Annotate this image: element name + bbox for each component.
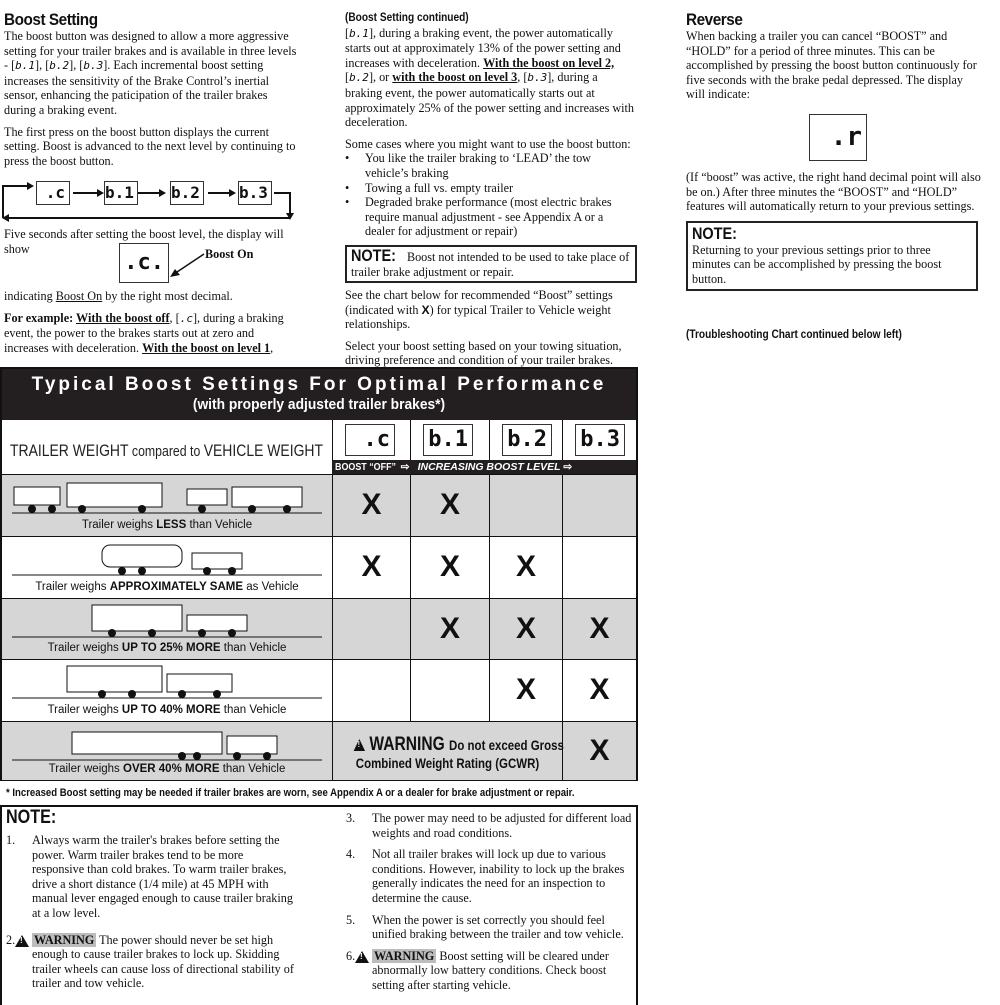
five-seconds-paragraph: Five seconds after setting the boost level, the display will show — [4, 227, 284, 256]
callout-arrow — [168, 250, 208, 280]
display-boost-on: .c. — [119, 243, 169, 283]
display-reverse: .r — [809, 114, 867, 161]
display-boost-1: b.1 — [104, 181, 138, 205]
display-boost-3: b.3 — [238, 181, 272, 205]
table-row — [2, 659, 636, 721]
section-title: Boost Setting — [4, 10, 98, 29]
boost-setting-section — [4, 10, 300, 175]
cases-intro: Some cases where you might want to use the boost button: — [345, 136, 631, 151]
table-row — [2, 721, 636, 780]
row-label: Trailer weighs UP TO 40% MORE than Vehicle — [47, 704, 287, 717]
column-boost-off: .c — [332, 420, 410, 460]
list-item: • Degraded brake performance (most electric brakes require manual adjustment - see Appendix A or a dealer for adjustment or repair) — [345, 195, 635, 239]
select-paragraph: Select your boost setting based on your towing situation, driving preference and condition of your trailer brakes. — [345, 338, 622, 368]
notes-list-left — [6, 833, 296, 998]
boost-mark-cell — [489, 475, 562, 536]
vehicle-illustration — [12, 726, 322, 766]
reverse-section: Reverse When backing a trailer you can cancel “BOOST” and “HOLD” for a period of three minutes. This can be accomplished by pressing the boost button continuously for five seconds with the brake pedal depressed. The display will indicate: — [686, 10, 977, 102]
boost-mark-cell — [332, 475, 410, 536]
boost-mark-cell — [562, 660, 636, 721]
boost-mark-cell: X — [562, 722, 636, 780]
cycle-arrow — [3, 186, 30, 218]
recommended-mark: X — [589, 611, 610, 645]
arrow-right-icon: ⇨ — [563, 461, 573, 473]
column-boost-1: b.1 — [410, 420, 489, 460]
boost-mark-cell — [410, 537, 489, 598]
column-boost-2: b.2 — [489, 420, 562, 460]
press-paragraph: The first press on the boost button displays the current setting. Boost is advanced to the next level by continuing to press the boost button. — [4, 124, 296, 168]
boost-mark-cell — [410, 475, 489, 536]
boost-note-box: NOTE: Boost not intended to be used to take place of trailer brake adjustment or repair. — [345, 245, 637, 283]
note-item: 1. Always warm the trailer's brakes before setting the power. Warm trailer brakes tend to be more responsive than cold brakes. To warm trailer brakes, drive a short distance (1/4 mile) at 45 MPH with manual lever engaged enough to cause trailer braking at a low level. — [6, 833, 293, 920]
notes-box: NOTE: 1. Always warm the trailer's brakes before setting the power. Warm trailer brakes tend to be more responsive than cold brakes. To warm trailer brakes, drive a short distance (1/4 mile) at 45 MPH with manual lever engaged enough to cause trailer braking at a low level. 2. ! WARNING The power should never be set high enough to cause trailer brakes to lock up. Skidding trailer wheels can cause loss of directional stability of trailer and tow vehicle. 3. The power may need to be adjusted for different load weights and road conditions. 4. Not all trailer brakes will lock up due to various conditions. However, inability to lock up the brakes generally indicates the need for an inspection to determine the cause. 5. When the power is set correctly you should feel unified braking between the trailer and tow vehicle. 6. ! WARNING Boost setting will be cleared under abnormally low battery conditions. Check boost setting after starting vehicle. — [0, 805, 638, 1005]
table-header: Typical Boost Settings For Optimal Performance (with properly adjusted trailer brakes*) — [2, 369, 636, 420]
boost-on-callout: Boost On — [205, 247, 254, 261]
cases-list — [345, 151, 635, 239]
vehicle-illustration — [12, 603, 322, 643]
column-headers — [2, 420, 636, 474]
vehicle-illustration — [12, 664, 322, 704]
table-footnote: * Increased Boost setting may be needed if trailer brakes are worn, see Appendix A or a dealer for brake adjustment or repair. — [6, 787, 575, 799]
table-row — [2, 536, 636, 598]
section-title: Reverse — [686, 10, 743, 29]
boost-mark-cell — [562, 475, 636, 536]
notes-list-right — [346, 811, 636, 1000]
boost-mark-cell — [332, 599, 410, 659]
boost-mark-cell — [489, 537, 562, 598]
continued-note: (Troubleshooting Chart continued below left) — [686, 329, 902, 341]
recommended-mark: X — [515, 673, 536, 707]
list-item: • You like the trailer braking to ‘LEAD’ the tow vehicle’s braking — [345, 151, 635, 180]
boost-mark-cell — [410, 660, 489, 721]
boost-continued-section: (Boost Setting continued) [b.1], during a braking event, the power automatically starts out at approximately 13% of the power setting and increases with deceleration. With the boost on level 2, [b.2], or with the boost on level 3, [b.3], during a braking event, the power automatically starts out at approximately 25% of the power setting and increases with deceleration. Some cases where you might want to use the boost button: • You like the trailer braking to ‘LEAD’ the tow vehicle’s braking • Towing a full vs. empty trailer • Degraded brake performance (most electric brakes require manual adjustment - see Appendix A or a dealer for adjustment or repair) NOTE: Boost not intended to be used to take place of trailer brake adjustment or repair. See the chart below for recommended “Boost” settings (indicated with X) for typical Trailer to Vehicle weight relationships. Select your boost setting based on your towing situation, driving preference and condition of your trailer brakes. — [345, 11, 635, 375]
boost-mark-cell — [489, 660, 562, 721]
boost-level-bar: BOOST “OFF” ⇨ INCREASING BOOST LEVEL ⇨ — [332, 460, 636, 474]
boost-mark-cell — [332, 537, 410, 598]
boost-mark-cell — [489, 599, 562, 659]
note-item: 5. When the power is set correctly you should feel unified braking between the trailer and tow vehicle. — [346, 912, 624, 942]
boost-mark-cell — [562, 599, 636, 659]
vehicle-illustration — [12, 541, 322, 581]
recommended-mark: X — [589, 673, 610, 707]
boost-settings-table — [0, 367, 638, 781]
recommended-mark: X — [515, 550, 536, 584]
reverse-note-box: NOTE: Returning to your previous settings prior to three minutes can be accomplished by pressing the boost button. — [686, 221, 978, 291]
recommended-mark: X — [361, 488, 382, 522]
recommended-mark: X — [439, 611, 460, 645]
list-item: • Towing a full vs. empty trailer — [345, 181, 635, 196]
display-boost-2: b.2 — [170, 181, 204, 205]
recommended-mark: X — [515, 611, 536, 645]
boost-examples: indicating Boost On by the right most decimal. For example: With the boost off, [.c], during a braking event, the power to the brakes starts out at zero and increases with deceleration. With the boost on level 1, — [4, 289, 284, 355]
boost-mark-cell — [332, 660, 410, 721]
row-label: Trailer weighs APPROXIMATELY SAME as Vehicle — [35, 581, 299, 594]
intro-paragraph: The boost button was designed to allow a more aggressive setting for your trailer brakes and is available in three levels - [b.1], [b.2], [b.3]. Each incremental boost setting increases the sensitivity of the Brake Control’s inertial sensor, enhancing the paticipation of the trailer brakes during a braking event. — [4, 29, 297, 117]
vehicle-illustration — [12, 479, 322, 519]
arrow-right-icon: ⇨ — [400, 461, 410, 473]
warning-icon — [15, 935, 29, 947]
display-boost-off: .c — [36, 181, 70, 205]
column-boost-3: b.3 — [562, 420, 636, 460]
boost-mark-cell — [410, 599, 489, 659]
recommended-mark: X — [439, 488, 460, 522]
note-item: 2. ! WARNING The power should never be set high enough to cause trailer brakes to lock up. Skidding trailer wheels can cause loss of directional stability of trailer and tow vehicle. — [6, 933, 296, 991]
weight-label: TRAILER WEIGHT compared to VEHICLE WEIGHT — [10, 441, 323, 460]
note-item: 3. The power may need to be adjusted for different load weights and road conditions. — [346, 811, 632, 840]
row-label: Trailer weighs OVER 40% MORE than Vehicle — [48, 763, 286, 776]
recommended-mark: X — [361, 550, 382, 584]
row-label: Trailer weighs LESS than Vehicle — [81, 519, 253, 532]
table-row — [2, 598, 636, 659]
gcwr-warning: ! WARNING Do not exceed Gross Combined Weight Rating (GCWR) — [332, 722, 562, 780]
recommended-mark: X — [439, 550, 460, 584]
boost-mark-cell — [562, 537, 636, 598]
row-label: Trailer weighs UP TO 25% MORE than Vehicle — [47, 642, 287, 655]
warning-icon — [354, 739, 365, 751]
warning-icon — [355, 951, 369, 963]
continued-subtitle: (Boost Setting continued) — [345, 12, 469, 24]
table-row — [2, 474, 636, 536]
note-item: 4. Not all trailer brakes will lock up due to various conditions. However, inability to lock up the brakes generally indicates the need for an inspection to determine the cause. — [346, 847, 625, 905]
note-item: 6. ! WARNING Boost setting will be cleared under abnormally low battery conditions. Check boost setting after starting vehicle. — [346, 949, 636, 993]
